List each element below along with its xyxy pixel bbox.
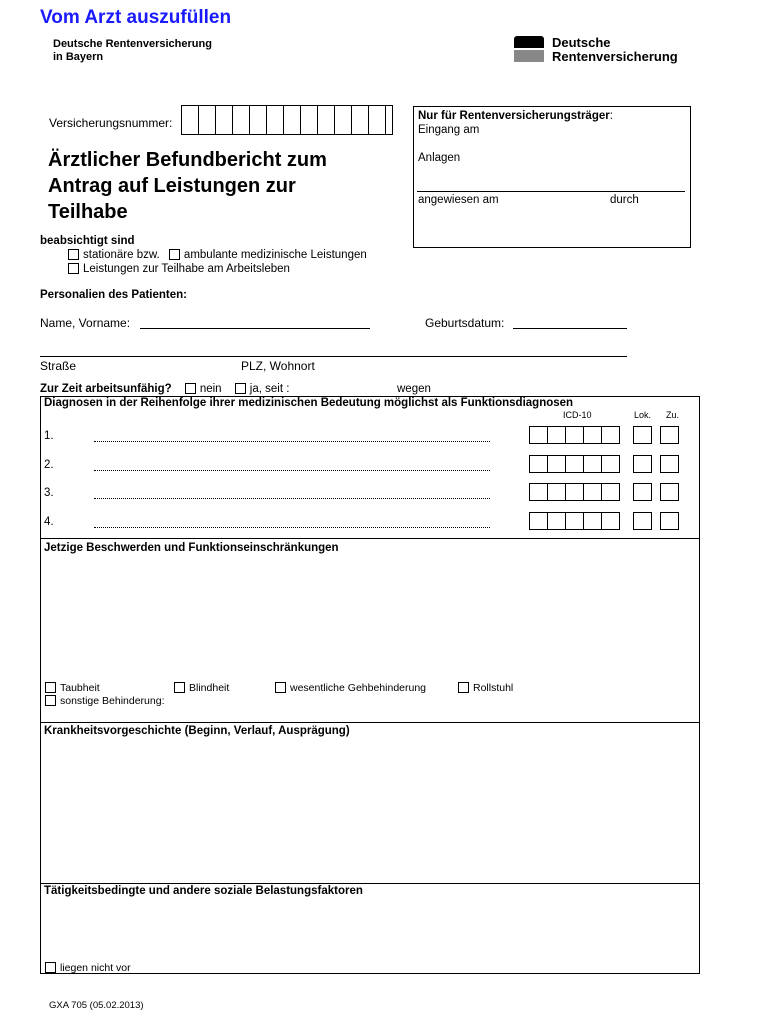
icd-cell[interactable]	[565, 483, 584, 501]
doctor-note: Vom Arzt auszufüllen	[40, 7, 232, 28]
other-disability-label: sonstige Behinderung:	[60, 695, 165, 707]
patient-heading: Personalien des Patienten:	[40, 289, 187, 301]
icd-cell[interactable]	[583, 483, 602, 501]
inpatient-checkbox[interactable]	[68, 249, 79, 260]
walking-item	[275, 682, 426, 694]
diagnosis-field[interactable]	[94, 527, 490, 528]
outpatient-checkbox[interactable]	[169, 249, 180, 260]
icd-cell[interactable]	[547, 426, 566, 444]
city-label: PLZ, Wohnort	[241, 359, 315, 373]
form-title-line1: Ärztlicher Befundbericht zum	[48, 149, 327, 171]
diagnosis-number: 4.	[44, 516, 54, 528]
stress-none-checkbox[interactable]	[45, 962, 56, 973]
logo-text-line1: Deutsche	[552, 35, 611, 50]
icd-cell[interactable]	[601, 426, 620, 444]
work-question: Zur Zeit arbeitsunfähig?	[40, 383, 172, 395]
office-line	[417, 191, 685, 192]
icd-code-field[interactable]	[530, 455, 620, 473]
icd-cell[interactable]	[601, 483, 620, 501]
work-participation-checkbox[interactable]	[68, 263, 79, 274]
icd-cell[interactable]	[583, 426, 602, 444]
diagnosis-number: 2.	[44, 459, 54, 471]
office-by: durch	[610, 194, 639, 206]
insurance-number-field[interactable]	[181, 105, 393, 135]
certainty-field[interactable]	[660, 512, 679, 530]
work-yes-checkbox[interactable]	[235, 383, 246, 394]
name-field[interactable]	[140, 328, 370, 329]
dob-field[interactable]	[513, 328, 627, 329]
inpatient-label: stationäre bzw.	[83, 249, 160, 261]
wheelchair-item	[458, 682, 513, 694]
blindness-label: Blindheit	[189, 682, 230, 694]
icd-code-field[interactable]	[530, 483, 620, 501]
work-participation-label: Leistungen zur Teilhabe am Arbeitsleben	[83, 263, 290, 275]
icd-cell[interactable]	[565, 512, 584, 530]
icd-cell[interactable]	[601, 512, 620, 530]
localization-field[interactable]	[633, 512, 652, 530]
intended-heading: beabsichtigt sind	[40, 235, 135, 247]
icd-cell[interactable]	[583, 455, 602, 473]
work-because: wegen	[397, 383, 431, 395]
diagnosis-field[interactable]	[94, 498, 490, 499]
logo-top-bar	[514, 36, 544, 48]
icd-cell[interactable]	[547, 512, 566, 530]
stress-none-label: liegen nicht vor	[60, 962, 131, 974]
diagnosis-field[interactable]	[94, 470, 490, 471]
other-disability-checkbox[interactable]	[45, 695, 56, 706]
icd-cell[interactable]	[529, 455, 548, 473]
localization-field[interactable]	[633, 455, 652, 473]
icd-cell[interactable]	[529, 426, 548, 444]
localization-field[interactable]	[633, 426, 652, 444]
wheelchair-checkbox[interactable]	[458, 682, 469, 693]
org-line2: in Bayern	[53, 51, 104, 63]
name-label: Name, Vorname:	[40, 316, 131, 330]
work-no-label: nein	[199, 383, 222, 395]
dob-label: Geburtsdatum:	[425, 316, 505, 330]
intended-row2	[68, 263, 290, 275]
certainty-field[interactable]	[660, 483, 679, 501]
work-yes-label: ja, seit :	[249, 383, 290, 395]
icd-code-field[interactable]	[530, 512, 620, 530]
blindness-checkbox[interactable]	[174, 682, 185, 693]
walking-label: wesentliche Gehbehinderung	[290, 682, 427, 694]
work-no-checkbox[interactable]	[185, 383, 196, 394]
icd-cell[interactable]	[547, 455, 566, 473]
complaints-heading: Jetzige Beschwerden und Funktionseinschränkungen	[44, 542, 339, 554]
other-disability-item	[45, 695, 165, 707]
certainty-field[interactable]	[660, 455, 679, 473]
office-attachments: Anlagen	[418, 152, 461, 164]
drv-logo	[514, 36, 544, 64]
history-section[interactable]	[40, 722, 700, 884]
form-code: GXA 705 (05.02.2013)	[49, 1000, 144, 1011]
icd-label: ICD-10	[563, 410, 592, 420]
lok-label: Lok.	[634, 410, 652, 420]
stress-none-item	[45, 962, 131, 974]
office-title-text: Nur für Rentenversicherungsträger	[418, 110, 610, 122]
diagnosis-field[interactable]	[94, 441, 490, 442]
walking-checkbox[interactable]	[275, 682, 286, 693]
icd-cell[interactable]	[601, 455, 620, 473]
icd-cell[interactable]	[529, 483, 548, 501]
office-received: Eingang am	[418, 124, 480, 136]
zu-label: Zu.	[666, 410, 680, 420]
diagnosis-number: 1.	[44, 430, 54, 442]
org-line1: Deutsche Rentenversicherung	[53, 38, 212, 50]
icd-cell[interactable]	[583, 512, 602, 530]
address-field[interactable]	[40, 356, 627, 357]
office-assigned: angewiesen am	[418, 194, 499, 206]
form-title-line3: Teilhabe	[48, 201, 128, 223]
wheelchair-label: Rollstuhl	[473, 682, 514, 694]
icd-cell[interactable]	[529, 512, 548, 530]
office-box-title	[418, 110, 613, 122]
disability-row	[45, 682, 100, 694]
certainty-field[interactable]	[660, 426, 679, 444]
diagnoses-heading: Diagnosen in der Reihenfolge ihrer medizinischen Bedeutung möglichst als Funktionsdiagnosen	[44, 397, 574, 409]
deafness-label: Taubheit	[60, 682, 100, 694]
icd-cell[interactable]	[565, 426, 584, 444]
logo-text-line2: Rentenversicherung	[552, 49, 678, 64]
stress-heading: Tätigkeitsbedingte und andere soziale Belastungsfaktoren	[44, 885, 363, 897]
intended-row1	[68, 249, 367, 261]
blindness-item	[174, 682, 229, 694]
deafness-checkbox[interactable]	[45, 682, 56, 693]
outpatient-label: ambulante medizinische Leistungen	[183, 249, 367, 261]
form-title-line2: Antrag auf Leistungen zur	[48, 175, 296, 197]
icd-cell[interactable]	[565, 455, 584, 473]
diagnosis-number: 3.	[44, 487, 54, 499]
logo-bottom-bar	[514, 50, 544, 62]
insurance-number-label: Versicherungsnummer:	[49, 116, 173, 130]
localization-field[interactable]	[633, 483, 652, 501]
history-heading: Krankheitsvorgeschichte (Beginn, Verlauf, Ausprägung)	[44, 725, 350, 737]
work-row	[40, 383, 289, 395]
street-label: Straße	[40, 359, 77, 373]
icd-code-field[interactable]	[530, 426, 620, 444]
icd-cell[interactable]	[547, 483, 566, 501]
office-title-colon: :	[609, 110, 613, 122]
